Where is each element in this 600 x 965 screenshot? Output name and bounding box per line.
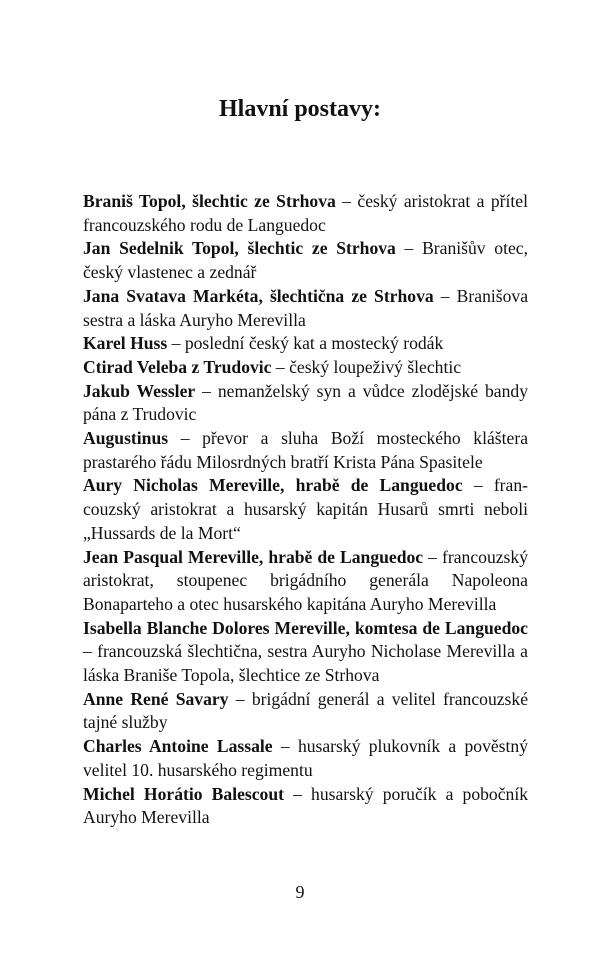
character-description: francouzský aristokrat a husarský kapitán Husarů smrti neboli „Hussards de la Mort“ xyxy=(83,475,529,543)
character-name: Karel Huss xyxy=(83,333,168,354)
character-name: Braniš Topol, šlechtic ze Strhova xyxy=(83,191,336,211)
list-item: Michel Horátio Balescout – husarský poručík a pobočník Auryho Merevilla xyxy=(83,783,528,828)
character-description: nemanželský syn a vůdce zlodějské bandy pána z Trudovic xyxy=(83,380,529,425)
list-item: Anne René Savary – brigádní generál a velitel francouzské tajné služby xyxy=(83,688,528,733)
list-item: Jana Svatava Markéta, šlechtična ze Strhova – Branišova sestra a láska Auryho Merevilla xyxy=(83,285,529,330)
character-name: Isabella Blanche Dolores Mereville, komtesa de Languedoc xyxy=(83,617,528,638)
character-description: český aristokrat a přítel francouzského rodu de Languedoc xyxy=(83,191,528,235)
list-item: Jean Pasqual Mereville, hrabě de Languedoc – francouzský aristokrat, stoupenec brigádního generála Napoleona Bonaparteho a otec husarského kapitána Auryho Merevilla xyxy=(83,546,528,614)
character-name: Charles Antoine Lassale xyxy=(83,736,273,757)
character-name: Augustinus xyxy=(83,428,169,449)
list-item: Jakub Wessler – nemanželský syn a vůdce zlodějské bandy pána z Trudovic xyxy=(83,380,529,425)
character-description: Branišova sestra a láska Auryho Merevilla xyxy=(83,285,529,330)
character-description: francouzský aristokrat, stoupenec brigádního generála Napoleona Bonaparteho a otec husarského kapitána Auryho Merevilla xyxy=(83,546,528,614)
character-description: poslední český kat a mostecký rodák xyxy=(184,333,444,354)
character-name: Anne René Savary xyxy=(83,688,229,709)
character-name: Jana Svatava Markéta, šlechtična ze Strhova xyxy=(83,285,434,306)
list-item: Karel Huss – poslední český kat a mostecký rodák xyxy=(83,333,444,354)
list-item: Aury Nicholas Mereville, hrabě de Languedoc – francouzský aristokrat a husarský kapitán Husarů smrti neboli „Hussards de la Mort“ xyxy=(83,475,529,543)
character-name: Jan Sedelnik Topol, šlechtic ze Strhova xyxy=(83,238,396,259)
character-name: Jean Pasqual Mereville, hrabě de Languedoc xyxy=(83,546,424,567)
character-description: převor a sluha Boží mosteckého kláštera prastarého řádu Milosrdných bratří Krista Pána Spasitele xyxy=(83,428,529,472)
character-description: brigádní generál a velitel francouzské tajné služby xyxy=(83,688,528,733)
list-item: Augustinus – převor a sluha Boží mosteckého kláštera prastarého řádu Milosrdných bratří Krista Pána Spasitele xyxy=(83,428,529,472)
character-description: husarský poručík a pobočník Auryho Merevilla xyxy=(83,783,528,828)
page-title: Hlavní postavy: xyxy=(218,96,382,122)
character-description: francouzská šlechtična, sestra Auryho Nicholase Merevilla a láska Braniše Topola, šlechtice ze Strhova xyxy=(83,641,528,686)
character-name: Ctirad Veleba z Trudovic xyxy=(83,356,272,377)
character-name: Michel Horátio Balescout xyxy=(83,783,284,804)
character-description: husarský plukovník a pověstný velitel 10. husarského regimentu xyxy=(83,736,529,780)
list-item: Ctirad Veleba z Trudovic – český loupeživý šlechtic xyxy=(83,356,462,377)
list-item: Braniš Topol, šlechtic ze Strhova – český aristokrat a přítel francouzského rodu de Languedoc xyxy=(83,191,528,235)
character-list xyxy=(83,190,528,830)
page-number: 9 xyxy=(295,882,305,902)
character-description: český loupeživý šlechtic xyxy=(289,356,462,377)
list-item: Charles Antoine Lassale – husarský plukovník a pověstný velitel 10. husarského regimentu xyxy=(83,736,529,780)
character-description: Branišův otec, český vlastenec a zednář xyxy=(83,238,528,283)
list-item: Isabella Blanche Dolores Mereville, komtesa de Languedoc – francouzská šlechtična, sestra Auryho Nicholase Merevilla a láska Braniše Topola, šlechtice ze Strhova xyxy=(83,617,528,686)
character-name: Aury Nicholas Mereville, hrabě de Languedoc xyxy=(83,475,463,496)
character-name: Jakub Wessler xyxy=(83,380,196,401)
list-item: Jan Sedelnik Topol, šlechtic ze Strhova – Branišův otec, český vlastenec a zednář xyxy=(83,238,528,283)
